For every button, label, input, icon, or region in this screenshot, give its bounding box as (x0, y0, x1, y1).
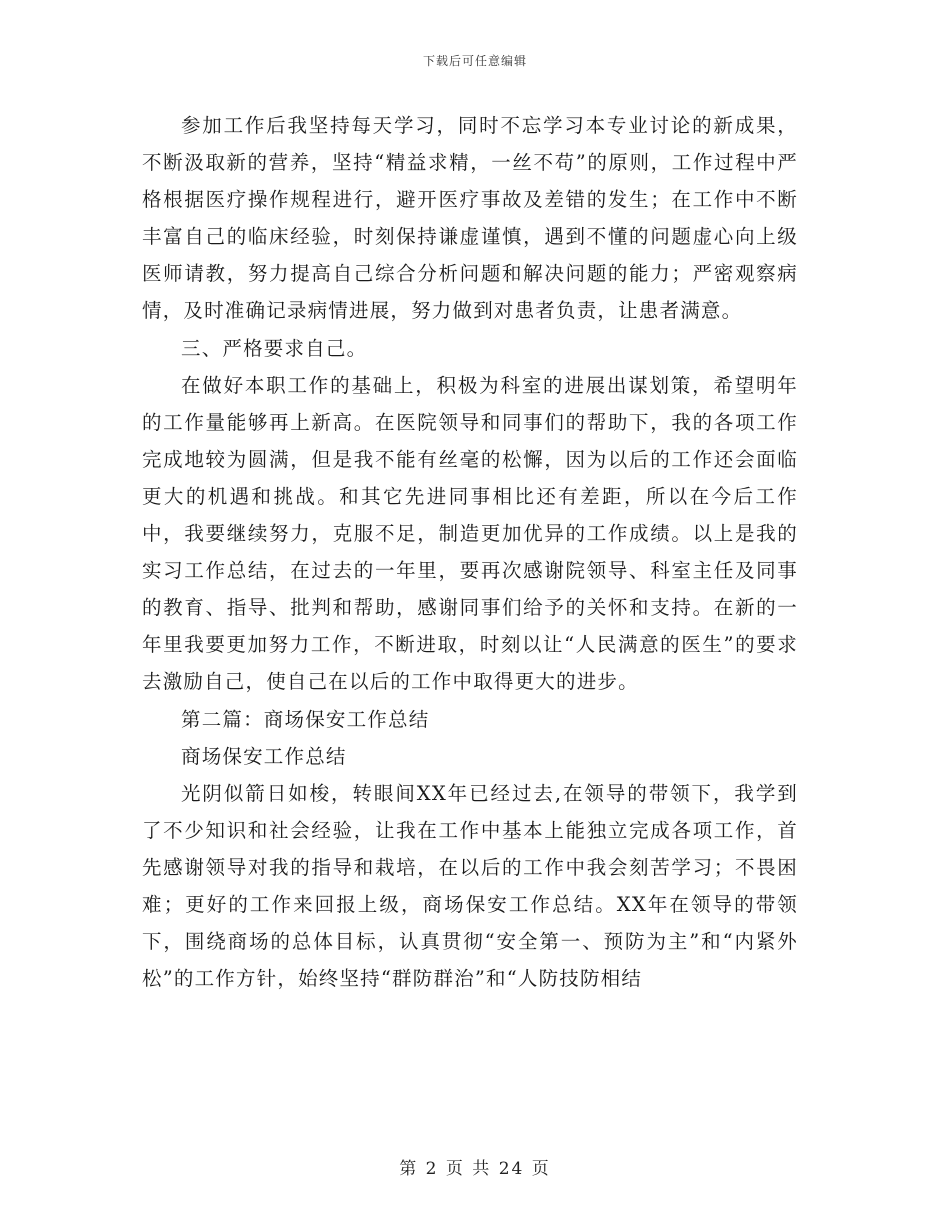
page-header: 下载后可任意编辑 (422, 54, 527, 68)
page-footer: 第 2 页 共 24 页 (399, 1159, 551, 1179)
section-heading-strict: 三、严格要求自己。 (181, 336, 368, 360)
paragraph-study: 参加工作后我坚持每天学习，同时不忘学习本专业讨论的新成果，不断汲取新的营养，坚持“精益求精，一丝不苟”的原则，工作过程中严格根据医疗操作规程进行，避开医疗事故及差错的发生；在工作中不断丰富自己的临床经验，时刻保持谦虚谨慎，遇到不懂的问题虚心向上级医师请教，努力提高自己综合分析问题和解决问题的能力；严密观察病情，及时准确记录病情进展，努力做到对患者负责，让患者满意。 (142, 114, 798, 323)
paragraph-security: 光阴似箭日如梭，转眼间XX年已经过去,在领导的带领下，我学到了不少知识和社会经验，让我在工作中基本上能独立完成各项工作，首先感谢领导对我的指导和栽培，在以后的工作中我会刻苦学习；不畏困难；更好的工作来回报上级，商场保安工作总结。XX年在领导的带领下，围绕商场的总体目标，认真贯彻“安全第一、预防为主”和“内紧外松”的工作方针，始终坚持“群防群治”和“人防技防相结 (142, 781, 798, 991)
chapter-title: 第二篇：商场保安工作总结 (181, 707, 430, 731)
document-body (142, 107, 798, 997)
paragraph-duty: 在做好本职工作的基础上，积极为科室的进展出谋划策，希望明年的工作量能够再上新高。在医院领导和同事们的帮助下，我的各项工作完成地较为圆满，但是我不能有丝毫的松懈，因为以后的工作还会面临更大的机遇和挑战。和其它先进同事相比还有差距，所以在今后工作中，我要继续努力，克服不足，制造更加优异的工作成绩。以上是我的实习工作总结，在过去的一年里，要再次感谢院领导、科室主任及同事的教育、指导、批判和帮助，感谢同事们给予的关怀和支持。在新的一年里我要更加努力工作，不断进取，时刻以让“人民满意的医生”的要求去激励自己，使自己在以后的工作中取得更大的进步。 (142, 373, 798, 694)
article-title: 商场保安工作总结 (181, 744, 347, 768)
